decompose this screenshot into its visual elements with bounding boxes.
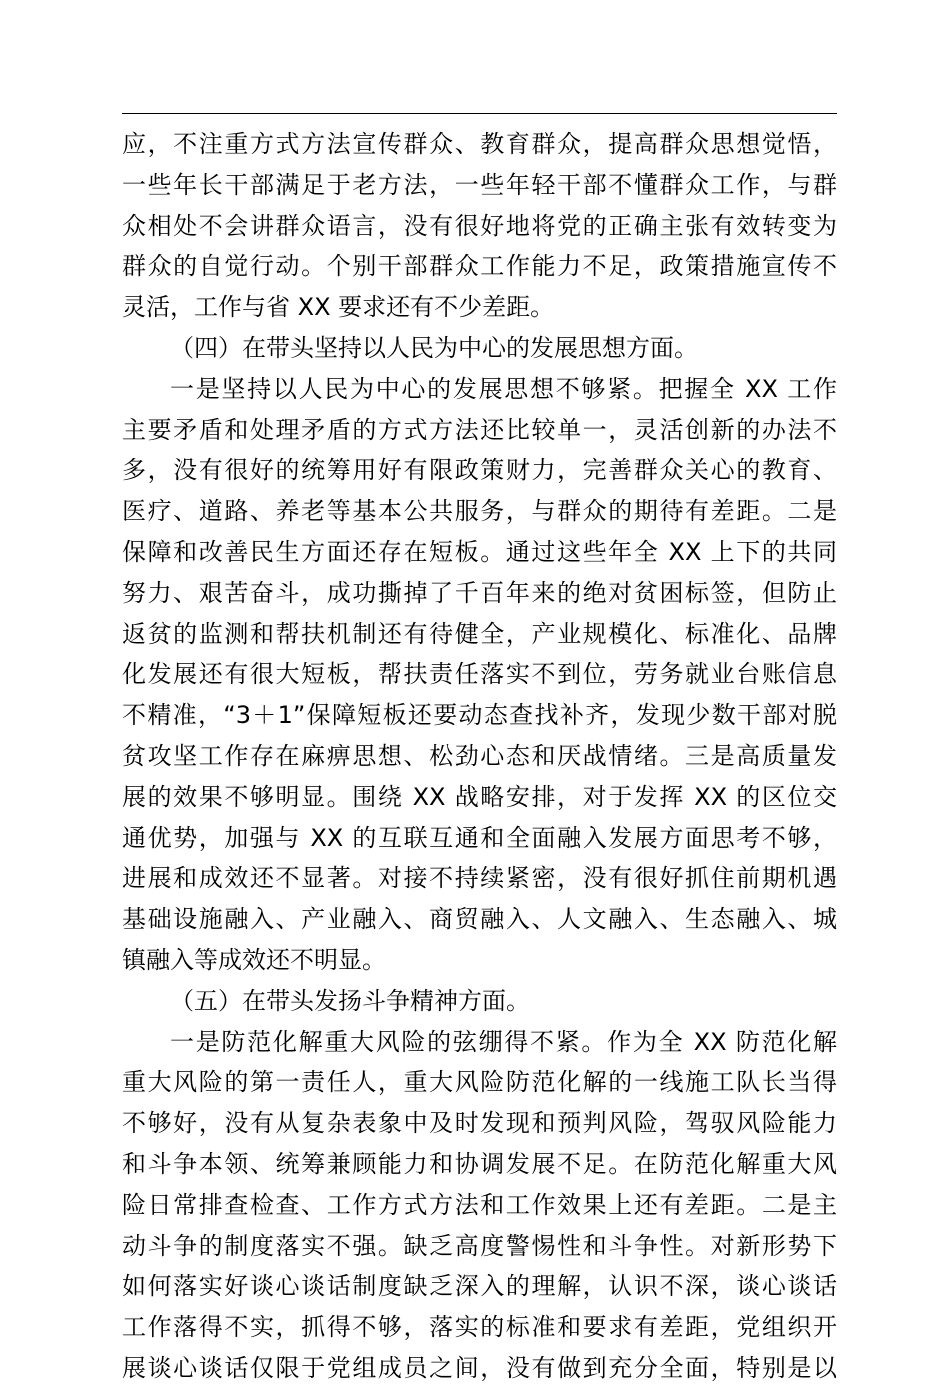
text-line: 如何落实好谈心谈话制度缺乏深入的理解，认识不深，谈心谈话 <box>122 1272 837 1301</box>
text-line: 众相处不会讲群众语言，没有很好地将党的正确主张有效转变为 <box>122 211 837 240</box>
document-body <box>122 124 837 1389</box>
text-line: 化发展还有很大短板，帮扶责任落实不到位，劳务就业台账信息 <box>122 660 837 689</box>
text-line: 镇融入等成效还不明显。 <box>122 945 386 974</box>
text-line: 一是坚持以人民为中心的发展思想不够紧。把握全 XX 工作 <box>170 374 837 403</box>
text-line: 进展和成效还不显著。对接不持续紧密，没有很好抓住前期机遇 <box>122 864 837 893</box>
text-line: 工作落得不实，抓得不够，落实的标准和要求有差距，党组织开 <box>122 1313 837 1342</box>
text-line: 动斗争的制度落实不强。缺乏高度警惕性和斗争性。对新形势下 <box>122 1231 837 1260</box>
text-line: 群众的自觉行动。个别干部群众工作能力不足，政策措施宣传不 <box>122 252 837 281</box>
text-line: 基础设施融入、产业融入、商贸融入、人文融入、生态融入、城 <box>122 905 837 934</box>
text-line: 和斗争本领、统筹兼顾能力和协调发展不足。在防范化解重大风 <box>122 1149 837 1178</box>
text-line: 不够好，没有从复杂表象中及时发现和预判风险，驾驭风险能力 <box>122 1109 837 1138</box>
text-line: 一些年长干部满足于老方法，一些年轻干部不懂群众工作，与群 <box>122 170 837 199</box>
text-line: 努力、艰苦奋斗，成功撕掉了千百年来的绝对贫困标签，但防止 <box>122 578 837 607</box>
text-line: （五）在带头发扬斗争精神方面。 <box>170 986 530 1015</box>
text-line: 不精准，“3＋1”保障短板还要动态查找补齐，发现少数干部对脱 <box>122 701 837 730</box>
text-line: 返贫的监测和帮扶机制还有待健全，产业规模化、标准化、品牌 <box>122 619 837 648</box>
text-line: （四）在带头坚持以人民为中心的发展思想方面。 <box>170 333 698 362</box>
text-line: 应，不注重方式方法宣传群众、教育群众，提高群众思想觉悟， <box>122 130 837 158</box>
text-line: 展谈心谈话仅限于党组成员之间，没有做到充分全面，特别是以 <box>122 1353 837 1382</box>
text-line: 重大风险的第一责任人，重大风险防范化解的一线施工队长当得 <box>122 1068 837 1097</box>
text-line: 保障和改善民生方面还存在短板。通过这些年全 XX 上下的共同 <box>122 537 837 566</box>
text-line: 一是防范化解重大风险的弦绷得不紧。作为全 XX 防范化解 <box>170 1027 837 1056</box>
text-line: 险日常排查检查、工作方式方法和工作效果上还有差距。二是主 <box>122 1190 837 1219</box>
text-line: 通优势，加强与 XX 的互联互通和全面融入发展方面思考不够， <box>122 823 837 852</box>
text-line: 贫攻坚工作存在麻痹思想、松劲心态和厌战情绪。三是高质量发 <box>122 741 837 770</box>
text-line: 多，没有很好的统筹用好有限政策财力，完善群众关心的教育、 <box>122 456 837 485</box>
text-line: 展的效果不够明显。围绕 XX 战略安排，对于发挥 XX 的区位交 <box>122 782 837 811</box>
text-line: 灵活，工作与省 XX 要求还有不少差距。 <box>122 293 555 322</box>
text-line: 主要矛盾和处理矛盾的方式方法还比较单一，灵活创新的办法不 <box>122 415 837 444</box>
text-line: 医疗、道路、养老等基本公共服务，与群众的期待有差距。二是 <box>122 497 837 526</box>
header-rule <box>122 113 837 114</box>
